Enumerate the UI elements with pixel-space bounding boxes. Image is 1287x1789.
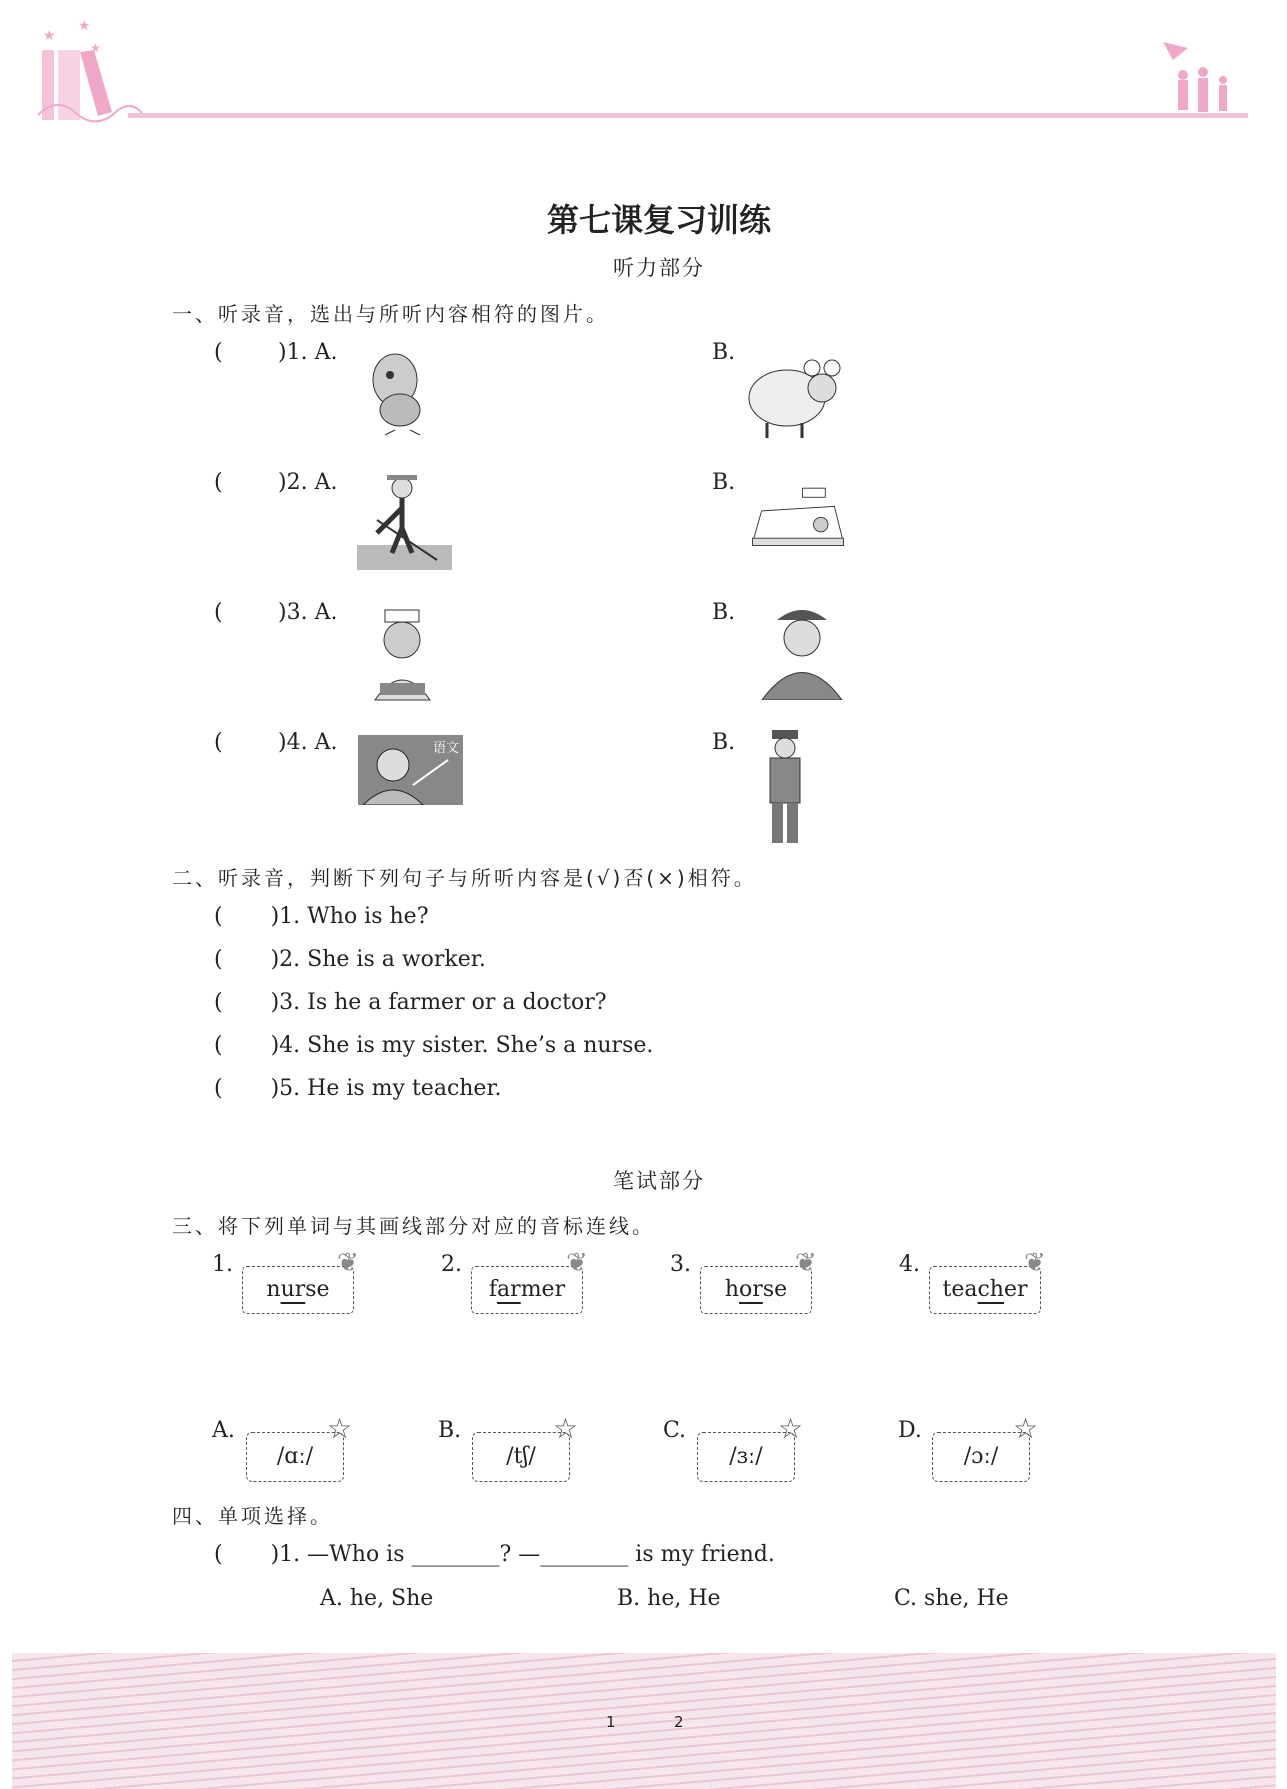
star-icon: ☆ (778, 1412, 804, 1445)
judge-item (214, 904, 428, 929)
judge-item (214, 947, 486, 972)
word-box: farmer (471, 1266, 583, 1314)
svg-text:★: ★ (78, 20, 91, 34)
page-number-left: 1 (606, 1713, 616, 1731)
option-b-label: B. (712, 340, 736, 365)
option-b[interactable]: B. he, He (617, 1586, 721, 1611)
sentence: )5. He is my teacher. (270, 1076, 502, 1101)
section2-heading: 二、听录音，判断下列句子与所听内容是(√)否(×)相符。 (172, 866, 757, 890)
header-line (128, 113, 1248, 118)
answer-blank[interactable]: ( (214, 1542, 223, 1567)
answer-blank[interactable]: ( (214, 947, 223, 972)
word-number: 3. (670, 1252, 691, 1277)
sentence: )2. She is a worker. (270, 947, 486, 972)
underlined-part: ur (280, 1277, 306, 1302)
section4-heading: 四、单项选择。 (172, 1504, 333, 1528)
section3-heading: 三、将下列单词与其画线部分对应的音标连线。 (172, 1214, 655, 1238)
writing-heading: 笔试部分 (613, 1169, 705, 1193)
judge-item (214, 1033, 653, 1058)
phonetic-label: D. (898, 1418, 922, 1443)
word-number: 4. (899, 1252, 920, 1277)
phonetic-label: B. (438, 1418, 462, 1443)
answer-blank[interactable]: ( (214, 1076, 223, 1101)
question-number: )2. A. (278, 470, 338, 495)
chick-picture[interactable] (355, 340, 455, 440)
children-icon (1178, 70, 1188, 80)
answer-blank[interactable]: ( (214, 730, 223, 755)
question-number: )4. A. (278, 730, 338, 755)
svg-text:★: ★ (90, 41, 101, 55)
option-a[interactable]: A. he, She (320, 1586, 434, 1611)
phonetic-label: C. (663, 1418, 687, 1443)
star-icon: ★ (43, 28, 56, 44)
underlined-part: ar (497, 1277, 521, 1302)
question-number: )1. A. (278, 340, 338, 365)
word-box: horse (700, 1266, 812, 1314)
option-b-label: B. (712, 600, 736, 625)
word-box: teacher (929, 1266, 1041, 1314)
footer-band (12, 1653, 1276, 1789)
sprout-icon: ❦ (566, 1248, 588, 1278)
answer-blank[interactable]: ( (214, 990, 223, 1015)
word-number: 1. (212, 1252, 233, 1277)
teacher-picture[interactable] (358, 735, 463, 805)
policeman-picture[interactable] (760, 730, 810, 845)
phonetic-box: /ɜː/ (697, 1432, 795, 1482)
question-number: )3. A. (278, 600, 338, 625)
answer-blank[interactable]: ( (214, 1033, 223, 1058)
answer-blank[interactable]: ( (214, 470, 223, 495)
star-icon: ☆ (327, 1412, 353, 1445)
sheep-picture[interactable] (742, 348, 842, 448)
judge-item (214, 990, 607, 1015)
choice-question (214, 1542, 775, 1567)
word-number: 2. (441, 1252, 462, 1277)
question-text: )1. —Who is ________? —________ is my friend. (270, 1542, 775, 1567)
phonetic-box: /ɔː/ (932, 1432, 1030, 1482)
section1-heading: 一、听录音，选出与所听内容相符的图片。 (172, 302, 609, 326)
word-box: nurse (242, 1266, 354, 1314)
blackboard-text: 语文 (432, 741, 459, 756)
worker-picture[interactable] (752, 600, 852, 700)
taxi-driver-picture[interactable] (748, 470, 848, 570)
teacher-figure-icon (358, 735, 463, 805)
phonetic-label: A. (212, 1418, 235, 1443)
sentence: )4. She is my sister. She’s a nurse. (270, 1033, 654, 1058)
sprout-icon: ❦ (1024, 1248, 1046, 1278)
listening-heading: 听力部分 (613, 256, 705, 280)
page-number-right: 2 (674, 1713, 684, 1731)
kite-icon (1163, 42, 1188, 60)
sentence: )1. Who is he? (270, 904, 429, 929)
underlined-part: ch (977, 1277, 1004, 1302)
phonetic-box: /tʃ/ (472, 1432, 570, 1482)
answer-blank[interactable]: ( (214, 600, 223, 625)
judge-item (214, 1076, 502, 1101)
sentence: )3. Is he a farmer or a doctor? (270, 990, 607, 1015)
option-b-label: B. (712, 730, 736, 755)
answer-blank[interactable]: ( (214, 340, 223, 365)
phonetic-box: /ɑː/ (246, 1432, 344, 1482)
underlined-part: or (739, 1277, 763, 1302)
answer-blank[interactable]: ( (214, 904, 223, 929)
sprout-icon: ❦ (337, 1248, 359, 1278)
page-title: 第七课复习训练 (546, 201, 771, 239)
star-icon: ☆ (1013, 1412, 1039, 1445)
option-c[interactable]: C. she, He (894, 1586, 1009, 1611)
star-icon: ☆ (553, 1412, 579, 1445)
option-b-label: B. (712, 470, 736, 495)
header-decoration (28, 20, 1248, 135)
nurse-picture[interactable] (355, 605, 455, 705)
sprout-icon: ❦ (795, 1248, 817, 1278)
farmer-picture[interactable] (357, 470, 457, 570)
